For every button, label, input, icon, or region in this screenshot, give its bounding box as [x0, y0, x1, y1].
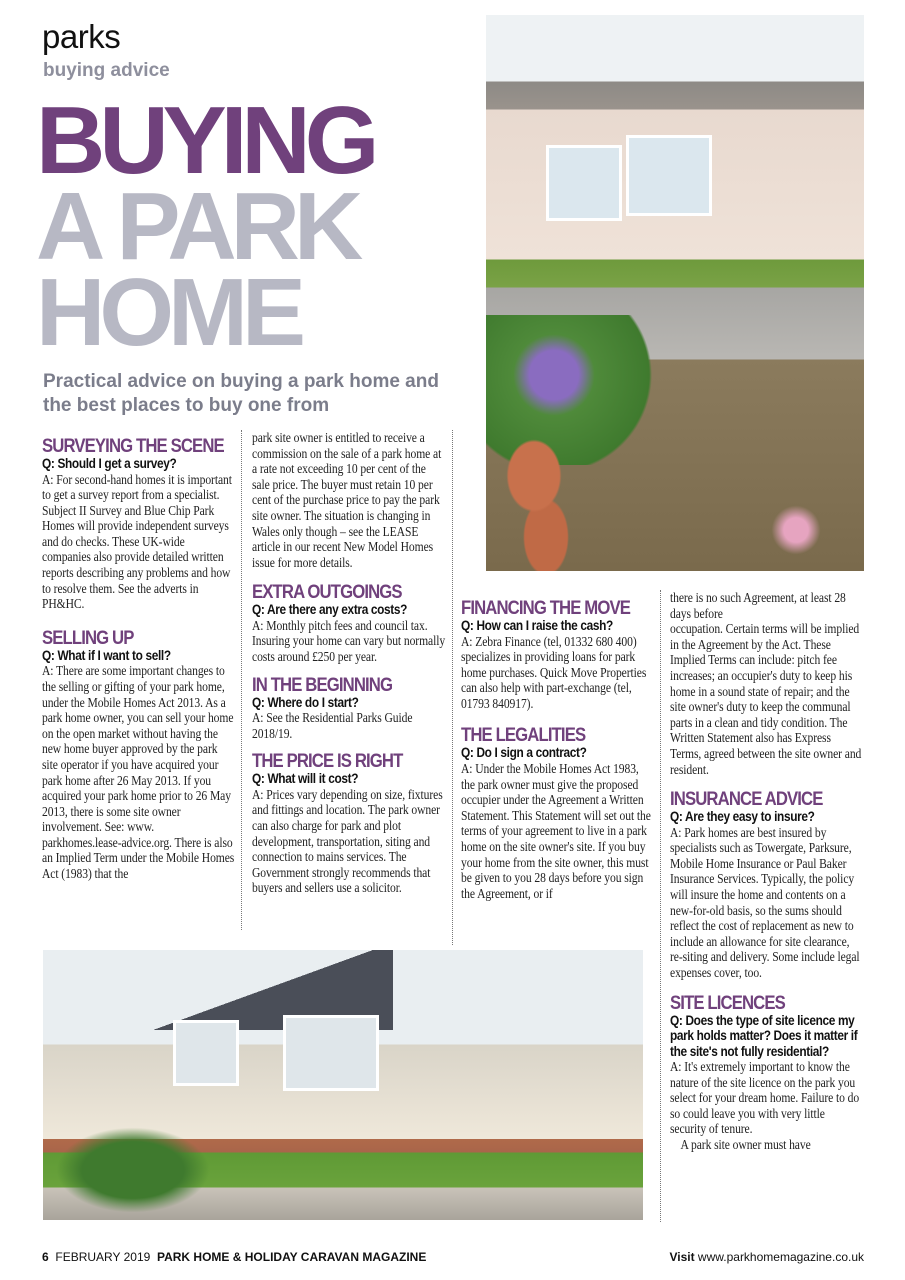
column-4	[670, 590, 864, 1153]
question-outgoings: Q: Are there any extra costs?	[252, 602, 408, 618]
subsection-label: buying advice	[43, 60, 170, 81]
answer-surveying: A: For second-hand homes it is important to get a survey report from a specialist. Subject II Survey and Blue Chip Park Homes will provide independent surveys and do checks. These UK-wide companies also provide detailed written reports describing any problems and how to resolve them. See the adverts in PH&HC.	[42, 471, 232, 612]
question-insurance: Q: Are they easy to insure?	[670, 809, 815, 825]
page-number: 6	[42, 1250, 49, 1264]
answer-financing: A: Zebra Finance (tel, 01332 680 400) specializes in providing loans for park home purchases. Quick Move Properties can also help with part-exchange (tel, 01793 840917).	[461, 633, 647, 711]
heading-financing: FINANCING THE MOVE	[461, 598, 631, 619]
legalities-continuation-b: occupation. Certain terms will be implied in the Agreement by the Act. These Implied Terms can include: pitch fee increases; an occupier's duty to keep his home in a sound state of repair; and the site owner's duty to keep the communal parts in a clean and tidy condition. The Written Statement also has Express Terms, agreed between the site owner and resident.	[670, 621, 862, 777]
question-price: Q: What will it cost?	[252, 771, 359, 787]
column-divider	[241, 430, 242, 930]
heading-legalities: THE LEGALITIES	[461, 725, 586, 747]
answer-price: A: Prices vary depending on size, fixtures and fittings and location. The park owner can also charge for park and plot development, transportation, siting and connection to mains services. The Government strongly recommends that buyers and sellers use a solicitor.	[252, 786, 443, 896]
page-title	[36, 87, 374, 366]
column-divider	[452, 430, 453, 945]
heading-outgoings: EXTRA OUTGOINGS	[252, 582, 402, 604]
park-home-exterior-photo	[43, 950, 643, 1220]
answer-licences: A: It's extremely important to know the nature of the site licence on the park you select for your dream home. Failure to do so could leave you with very little security of tenure.	[670, 1059, 860, 1137]
title-line-2: A PARK	[36, 173, 358, 280]
column-1	[42, 438, 236, 882]
heading-insurance: INSURANCE ADVICE	[670, 789, 823, 811]
answer-outgoings: A: Monthly pitch fees and council tax. Insuring your home can vary but normally costs around £250 per year.	[252, 617, 446, 665]
answer-licences-continuation: A park site owner must have	[680, 1137, 811, 1153]
question-surveying: Q: Should I get a survey?	[42, 456, 177, 471]
question-financing: Q: How can I raise the cash?	[461, 618, 613, 633]
answer-beginning: A: See the Residential Parks Guide 2018/19.	[252, 710, 413, 741]
title-line-3: HOME	[36, 259, 300, 366]
heading-selling: SELLING UP	[42, 627, 134, 649]
question-legalities: Q: Do I sign a contract?	[461, 745, 587, 761]
selling-continuation: park site owner is entitled to receive a commission on the sale of a park home at a rate not exceeding 10 per cent of the sale price. The buyer must retain 10 per cent of the purchase price to pay the park site owner. The situation is changing in Wales only though – see the LEASE article in our recent New Model Homes issue for more details.	[252, 430, 442, 570]
column-divider	[660, 590, 661, 1222]
issue-date: FEBRUARY 2019	[55, 1250, 151, 1264]
heading-licences: SITE LICENCES	[670, 992, 785, 1014]
heading-beginning: IN THE BEGINNING	[252, 674, 393, 696]
question-beginning: Q: Where do I start?	[252, 694, 359, 710]
column-2	[252, 430, 446, 896]
heading-price: THE PRICE IS RIGHT	[252, 751, 403, 773]
answer-insurance: A: Park homes are best insured by specialists such as Towergate, Parksure, Mobile Home Insurance or Paul Baker Insurance Services. Typically, the policy will insure the home and contents on a new-for-old basis, so the sums should reflect the cost of replacement as new to include an allowance for site clearance, re-siting and delivery. Some include legal expenses cover, too.	[670, 824, 860, 980]
legalities-continuation-a: there is no such Agreement, at least 28 days before	[670, 590, 846, 621]
standfirst: Practical advice on buying a park home and the best places to buy one from	[43, 371, 439, 416]
heading-surveying: SURVEYING THE SCENE	[42, 436, 224, 457]
question-selling: Q: What if I want to sell?	[42, 647, 171, 663]
title-line-1: BUYING	[36, 87, 374, 194]
footer	[42, 1250, 864, 1264]
column-3	[461, 600, 655, 901]
magazine-name: PARK HOME & HOLIDAY CARAVAN MAGAZINE	[156, 1250, 427, 1264]
answer-selling: A: There are some important changes to the selling or gifting of your park home, under the Mobile Homes Act 2013. As a park home owner, you can sell your home on the open market without having the new home buyer approved by the park site operator if you have acquired your park home after 26 May 2013. If you acquired your park home prior to 26 May 2013, there is some site owner involvement. See: www. parkhomes.lease-advice.org. There is also an Implied Term under the Mobile Homes Act (1983) that the	[42, 663, 235, 882]
visit-label: Visit	[669, 1250, 695, 1264]
answer-legalities: A: Under the Mobile Homes Act 1983, the park owner must give the proposed occupier under the Agreement a Written Statement. This Statement will set out the terms of your agreement to live in a park home on the site owner's site. If you buy your home from the site owner, this must be given to you 28 days before you sign the Agreement, or if	[461, 760, 651, 901]
park-home-garden-photo	[486, 15, 864, 571]
question-licences: Q: Does the type of site licence my park holds matter? Does it matter if the site's not fully residential?	[670, 1012, 858, 1059]
section-label: parks	[42, 18, 121, 55]
website-link[interactable]: www.parkhomemagazine.co.uk	[697, 1250, 864, 1264]
